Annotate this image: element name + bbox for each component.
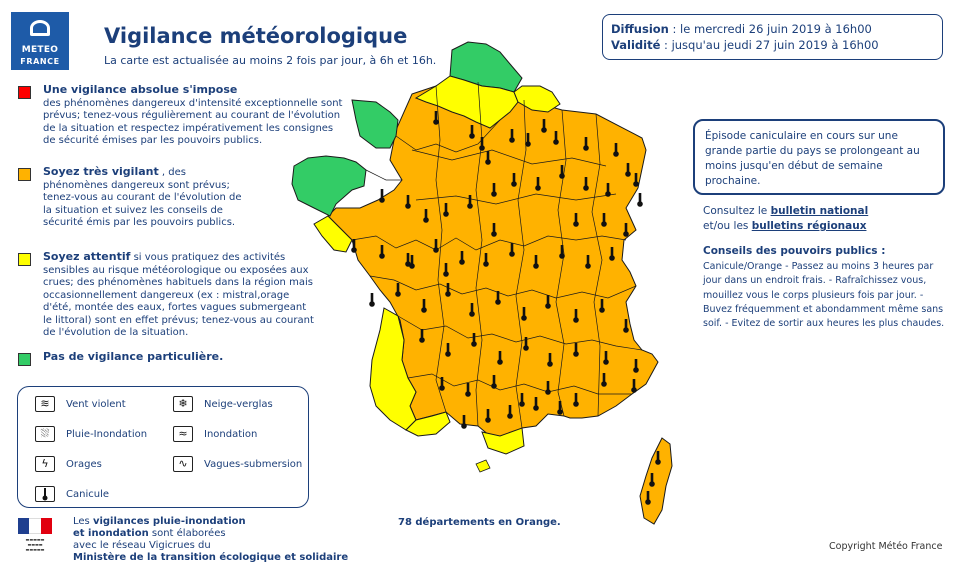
pictogram-label: Vent violent — [66, 399, 126, 410]
episode-box: Épisode caniculaire en cours sur une grande partie du pays se prolongeant au moins jusqu'en début de semaine prochaine. — [693, 119, 945, 195]
thermometer-icon — [423, 217, 429, 223]
pictogram-label: Canicule — [66, 489, 109, 500]
diffusion-label: Diffusion — [611, 22, 669, 36]
thermometer-icon — [509, 137, 515, 143]
thermometer-icon — [443, 211, 449, 217]
vigicrues-l3: avec le réseau Vigicrues du — [73, 540, 211, 551]
thermometer-icon — [633, 367, 639, 373]
pictogram-snow — [173, 399, 273, 410]
thermometer-icon — [405, 203, 411, 209]
island-marker — [476, 460, 490, 472]
legend-yellow-text: si vous pratiquez des activités sensibles au risque météorologique ou exposées aux crues; des phénomènes habituels dans la région mais occasionnellement dangereux (ex : mistral,orage d'été, montée des eaux, fortes vagues submergeant le littoral) sont en effet prévus; tenez-vous au courant de l'évolution de la situation. — [43, 252, 314, 338]
thermometer-icon — [497, 359, 503, 365]
thermometer-icon — [445, 351, 451, 357]
vigicrues-l4: Ministère de la transition écologique et solidaire — [73, 552, 349, 563]
conseils-text: Canicule/Orange - Passez au moins 3 heures par jour dans un endroit frais. - Rafraîchissez vous, mouillez vous le corps plusieurs fois par jour. - Buvez fréquemment et abondamment même sans soif. - Evitez de sortir aux heures les plus chaudes. — [703, 261, 945, 330]
orange-count: 78 départements en Orange. — [398, 517, 561, 528]
thermometer-icon — [35, 486, 55, 502]
thermometer-icon — [461, 423, 467, 429]
ministry-logo[interactable]: ▬▬▬▬▬ ▬▬▬▬ ▬▬▬▬▬ — [18, 518, 52, 564]
thermometer-icon — [465, 391, 471, 397]
legend-yellow-title: Soyez attentif — [43, 250, 131, 263]
pictogram-label: Vagues-submersion — [204, 459, 303, 470]
thermometer-icon — [559, 173, 565, 179]
legend-green-swatch — [18, 353, 31, 366]
rain-flood-icon: ⛆ — [35, 426, 55, 442]
thermometer-icon — [509, 251, 515, 257]
thermometer-icon — [601, 221, 607, 227]
conseils-section — [703, 244, 948, 331]
bulletins-prefix: Consultez le — [703, 205, 771, 217]
thermometer-icon — [421, 307, 427, 313]
validite-value: : jusqu'au jeudi 27 juin 2019 à 16h00 — [660, 38, 879, 52]
thermometer-icon — [443, 271, 449, 277]
thermometer-icon — [553, 139, 559, 145]
thermometer-icon — [433, 247, 439, 253]
thermometer-icon — [583, 185, 589, 191]
thermometer-icon — [439, 385, 445, 391]
thermometer-icon — [625, 171, 631, 177]
thermometer-icon — [395, 291, 401, 297]
thermometer-icon — [491, 191, 497, 197]
thermometer-icon — [459, 259, 465, 265]
pictogram-wind — [35, 399, 126, 410]
pictogram-rain-flood — [35, 429, 147, 440]
copyright: Copyright Météo France — [829, 541, 943, 552]
thermometer-icon — [573, 221, 579, 227]
flood-icon: ≈ — [173, 426, 193, 442]
pictogram-label: Pluie-Inondation — [66, 429, 148, 440]
thermometer-icon — [379, 197, 385, 203]
vigicrues-l2a: et inondation — [73, 528, 149, 539]
thermometer-icon — [379, 253, 385, 259]
bulletin-national-link[interactable]: bulletin national — [770, 205, 869, 217]
pictogram-label: Inondation — [204, 429, 258, 440]
vigilance-map[interactable] — [286, 40, 686, 530]
thermometer-icon — [637, 201, 643, 207]
thermometer-icon — [479, 145, 485, 151]
thermometer-icon — [645, 499, 651, 505]
lightning-icon: ϟ — [35, 456, 55, 472]
thermometer-icon — [631, 387, 637, 393]
logo-line-1: METEO — [21, 45, 59, 55]
thermometer-icon — [495, 299, 501, 305]
thermometer-icon — [557, 409, 563, 415]
thermometer-icon — [583, 145, 589, 151]
thermometer-icon — [573, 401, 579, 407]
thermometer-icon — [613, 151, 619, 157]
thermometer-icon — [655, 459, 661, 465]
legend-red-swatch — [18, 86, 31, 99]
thermometer-icon — [485, 417, 491, 423]
thermometer-icon — [485, 159, 491, 165]
thermometer-icon — [623, 231, 629, 237]
thermometer-icon — [585, 263, 591, 269]
thermometer-icon — [433, 119, 439, 125]
thermometer-icon — [469, 311, 475, 317]
thermometer-icon — [535, 185, 541, 191]
page-title: Vigilance météorologique — [104, 24, 408, 48]
snowflake-icon: ❄ — [173, 396, 193, 412]
legend-orange — [18, 166, 251, 230]
pictogram-label: Orages — [66, 459, 102, 470]
thermometer-icon — [573, 351, 579, 357]
thermometer-icon — [633, 181, 639, 187]
meteo-france-logo[interactable] — [11, 12, 69, 70]
thermometer-icon — [547, 361, 553, 367]
pictogram-storm — [35, 459, 102, 470]
thermometer-icon — [605, 191, 611, 197]
thermometer-icon — [507, 413, 513, 419]
thermometer-icon — [573, 317, 579, 323]
legend-orange-text: , des phénomènes dangereux sont prévus; tenez-vous au courant de l'évolution de la situation et suivez les conseils de sécurité émis par les pouvoirs publics. — [43, 167, 242, 228]
department-corse[interactable] — [640, 438, 672, 524]
thermometer-icon — [483, 261, 489, 267]
thermometer-icon — [523, 345, 529, 351]
pictogram-waves — [173, 459, 302, 470]
vigicrues-l1b: vigilances pluie-inondation — [92, 516, 246, 527]
legend-yellow-swatch — [18, 253, 31, 266]
thermometer-icon — [545, 389, 551, 395]
department-green-brittany[interactable] — [292, 156, 366, 216]
thermometer-icon — [519, 401, 525, 407]
legend-red-title: Une vigilance absolue s'impose — [43, 83, 238, 96]
diffusion-value: : le mercredi 26 juin 2019 à 16h00 — [668, 22, 872, 36]
validite-label: Validité — [611, 38, 661, 52]
legend-yellow — [18, 251, 316, 340]
legend-red-text: des phénomènes dangereux d'intensité exceptionnelle sont prévus; tenez-vous régulièrement au courant de l'évolution de la situation et respectez impérativement les consignes de sécurité émises par les pouvoirs publics. — [43, 97, 343, 146]
thermometer-icon — [541, 127, 547, 133]
thermometer-icon — [351, 247, 357, 253]
page-subtitle: La carte est actualisée au moins 2 fois par jour, à 6h et 16h. — [104, 54, 437, 67]
thermometer-icon — [445, 291, 451, 297]
thermometer-icon — [599, 307, 605, 313]
legend-orange-title: Soyez très vigilant — [43, 165, 159, 178]
meteo-france-logo-icon — [30, 20, 50, 36]
bulletins-mid: et/ou les — [703, 220, 752, 232]
thermometer-icon — [559, 253, 565, 259]
logo-line-2: FRANCE — [20, 57, 60, 66]
thermometer-icon — [533, 263, 539, 269]
thermometer-icon — [623, 327, 629, 333]
bulletins-links — [703, 204, 868, 234]
thermometer-icon — [467, 203, 473, 209]
pictogram-flood — [173, 429, 257, 440]
thermometer-icon — [469, 133, 475, 139]
pictogram-legend — [17, 386, 309, 508]
thermometer-icon — [609, 255, 615, 261]
thermometer-icon — [491, 383, 497, 389]
pictogram-heatwave — [35, 489, 109, 500]
legend-orange-swatch — [18, 168, 31, 181]
thermometer-icon — [545, 303, 551, 309]
thermometer-icon — [533, 405, 539, 411]
thermometer-icon — [525, 141, 531, 147]
conseils-title: Conseils des pouvoirs publics : — [703, 245, 886, 257]
thermometer-icon — [369, 301, 375, 307]
thermometer-icon — [649, 481, 655, 487]
department-green-normandy[interactable] — [352, 100, 398, 148]
vigicrues-l2b: sont élaborées — [148, 528, 226, 539]
wave-icon: ∿ — [173, 456, 193, 472]
pictogram-label: Neige-verglas — [204, 399, 273, 410]
thermometer-icon — [603, 359, 609, 365]
legend-green-title: Pas de vigilance particulière. — [43, 350, 224, 363]
thermometer-icon — [511, 181, 517, 187]
thermometer-icon — [601, 381, 607, 387]
thermometer-icon — [409, 263, 415, 269]
thermometer-icon — [471, 341, 477, 347]
wind-icon: ≋ — [35, 396, 55, 412]
vigicrues-l1a: Les — [73, 516, 93, 527]
thermometer-icon — [419, 337, 425, 343]
bulletins-regionaux-link[interactable]: bulletins régionaux — [751, 220, 867, 232]
thermometer-icon — [521, 315, 527, 321]
thermometer-icon — [491, 231, 497, 237]
